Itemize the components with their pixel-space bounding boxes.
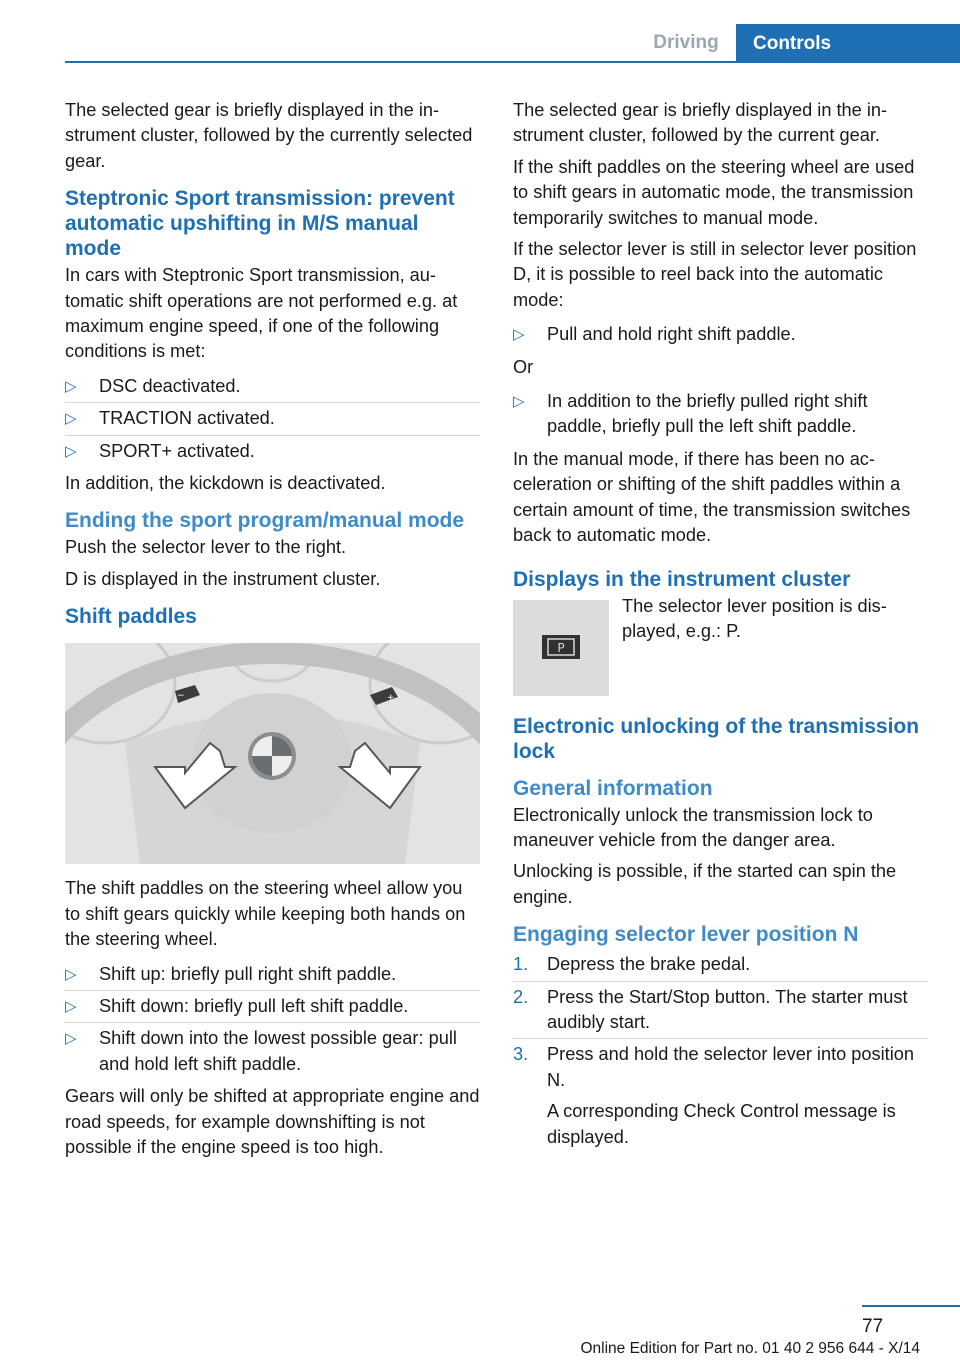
triangle-bullet-icon: ▷ xyxy=(65,997,77,1015)
steps-list xyxy=(513,949,928,1153)
heading-shift-paddles: Shift paddles xyxy=(65,605,197,629)
heading-displays: Displays in the instrument cluster xyxy=(513,567,851,591)
list-item: 3. Press and hold the selector lever into position N. A corresponding Check Control message is displayed. xyxy=(513,1039,928,1153)
header-chapter-controls: Controls xyxy=(736,24,960,63)
kickdown-text: In addition, the kickdown is deactivated. xyxy=(65,473,386,494)
heading-steptronic: Steptronic Sport transmission: prevent automatic upshifting in M/S manual mode xyxy=(65,187,455,261)
addition-list xyxy=(513,386,928,443)
list-item: ▷ Shift down into the lowest possible gear: pull and hold left shift paddle. xyxy=(65,1028,457,1074)
cluster-display-image xyxy=(513,600,609,696)
list-item: ▷ SPORT+ activated. xyxy=(65,436,480,467)
triangle-bullet-icon: ▷ xyxy=(513,326,525,344)
triangle-bullet-icon: ▷ xyxy=(65,442,77,460)
push-text: Push the selector lever to the right. xyxy=(65,537,347,558)
list-item: 1. Depress the brake pedal. xyxy=(513,949,928,981)
cluster-display-row xyxy=(513,594,928,696)
heading-unlocking: Electronic unlocking of the transmission lock xyxy=(513,714,920,763)
step-number: 1. xyxy=(513,954,529,975)
or-text: Or xyxy=(513,356,534,377)
triangle-bullet-icon: ▷ xyxy=(513,393,525,411)
list-item: ▷ Pull and hold right shift paddle. xyxy=(513,319,928,350)
step-note: A corresponding Check Control message is displayed. xyxy=(547,1101,896,1147)
left-column xyxy=(65,98,480,1166)
list-item: ▷ TRACTION activated. xyxy=(65,403,480,435)
hold-list xyxy=(513,319,928,350)
selector-text: If the selector lever is still in selector lever position D, it is possible to reel back into the automatic mode: xyxy=(513,239,917,310)
conditions-list xyxy=(65,371,480,467)
heading-engaging-n: Engaging selector lever position N xyxy=(513,923,859,947)
steering-wheel-image xyxy=(65,643,480,864)
header-section-driving: Driving xyxy=(653,31,719,53)
possible-text: Unlocking is possible, if the started can spin the engine. xyxy=(513,861,897,907)
triangle-bullet-icon: ▷ xyxy=(65,377,77,395)
paddles-list xyxy=(65,959,480,1081)
header-rule xyxy=(65,61,960,63)
right-intro: The selected gear is briefly displayed in the instrument cluster, followed by the current gear. xyxy=(513,100,888,146)
page-number: 77 xyxy=(862,1316,884,1337)
heading-general-info: General information xyxy=(513,776,713,800)
gears-text: Gears will only be shifted at appropriate engine and road speeds, for example downshifting is not possible if the engine speed is too high. xyxy=(65,1086,480,1157)
left-intro: The selected gear is briefly displayed in the instrument cluster, followed by the currently selected gear. xyxy=(65,100,473,171)
list-item: 2. Press the Start/Stop button. The starter must audibly start. xyxy=(513,982,928,1040)
step-number: 2. xyxy=(513,986,529,1007)
triangle-bullet-icon: ▷ xyxy=(65,965,77,983)
unlock-text: Electronically unlock the transmission lock to maneuver vehicle from the danger area. xyxy=(513,804,873,850)
heading-ending-sport: Ending the sport program/manual mode xyxy=(65,509,465,533)
list-item: ▷ Shift down: briefly pull left shift paddle. xyxy=(65,991,480,1023)
cluster-gear-label: P xyxy=(557,640,565,655)
display-text: D is displayed in the instrument cluster. xyxy=(65,568,381,589)
footer-rule xyxy=(862,1305,960,1307)
manual-mode-text: In the manual mode, if there has been no acceleration or shifting of the shift paddles within a certain amount of time, the transmission switches back to automatic mode. xyxy=(513,448,911,546)
list-item: ▷ DSC deactivated. xyxy=(65,371,480,403)
list-item: ▷ Shift up: briefly pull right shift paddle. xyxy=(65,959,480,991)
footer-edition: Online Edition for Part no. 01 40 2 956 644 - X/14 xyxy=(580,1340,920,1357)
right-column xyxy=(513,98,928,1157)
steptronic-text: In cars with Steptronic Sport transmission, automatic shift operations are not performed e.g. at maximum engine speed, if one of the following conditions is met: xyxy=(65,265,458,362)
svg-text:+: + xyxy=(387,693,395,704)
paddles-text: The shift paddles on the steering wheel allow you to shift gears quickly while keeping both hands on the steering wheel. xyxy=(65,878,466,950)
auto-mode-text: If the shift paddles on the steering wheel are used to shift gears in automatic mode, the transmission temporarily switches to manual mode. xyxy=(513,156,915,228)
list-item: ▷ In addition to the briefly pulled right shift paddle, briefly pull the left shift paddle. xyxy=(513,391,868,437)
triangle-bullet-icon: ▷ xyxy=(65,410,77,428)
step-number: 3. xyxy=(513,1044,529,1065)
position-text: The selector lever position is displayed, e.g.: P. xyxy=(622,595,887,641)
svg-text:−: − xyxy=(177,691,185,702)
triangle-bullet-icon: ▷ xyxy=(65,1030,77,1048)
